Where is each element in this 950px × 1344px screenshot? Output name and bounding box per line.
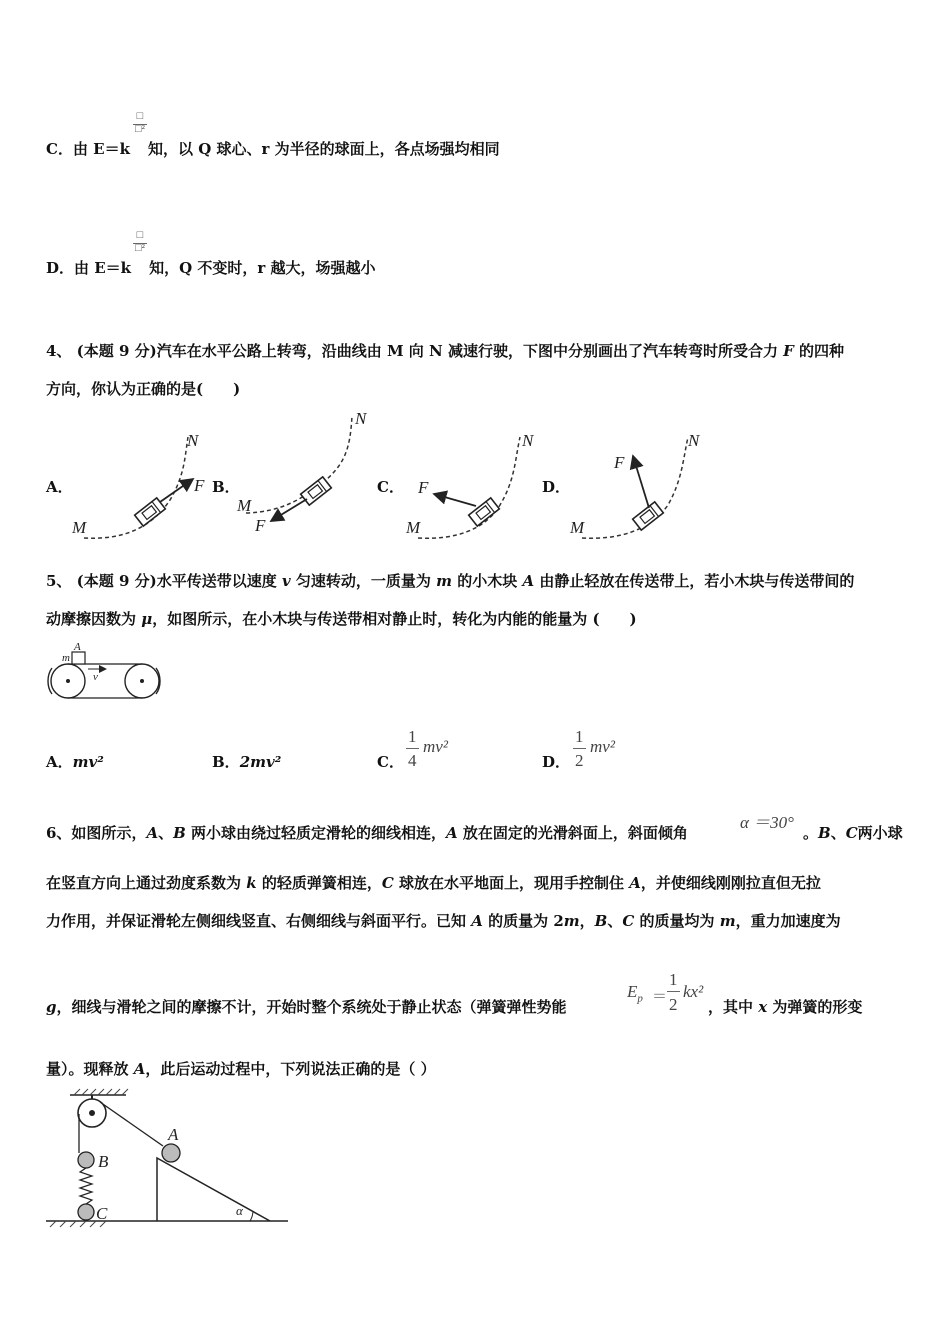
q4-text: 4、 (本题 9 分)汽车在水平公路上转弯，沿曲线由 M 向 N 减速行驶，下图中分别画出了汽车转弯时所受合力: [46, 342, 784, 360]
q5-text: 5、 (本题 9 分)水平传送带以速度: [46, 572, 282, 590]
q6-C: C: [622, 912, 635, 930]
q6-half-num: 1: [669, 970, 678, 989]
option-value: mv²: [72, 753, 104, 771]
fig-label-C: C: [96, 1204, 108, 1223]
fig-label-B: B: [98, 1152, 109, 1171]
q5-option-d-label: D．: [542, 753, 571, 771]
q6-text: ，并使细线刚刚拉直但无拉: [640, 874, 821, 892]
q5-v: v: [281, 572, 291, 590]
fig-label-m: m: [62, 652, 70, 664]
fig-label-F: F: [418, 478, 429, 497]
fig-label-N: N: [522, 431, 534, 450]
optD-frac-num: □: [136, 229, 144, 241]
option-text-post: 知，以 Q 球心、r 为半径的球面上，各点场强均相同: [148, 140, 500, 158]
fig-label-M: M: [570, 518, 585, 537]
q6-text: 在竖直方向上通过劲度系数为: [46, 874, 247, 892]
q6-kx2: kx²: [683, 982, 704, 1001]
q6-m: m: [719, 912, 736, 930]
q5-mu: μ: [141, 610, 153, 628]
fig-label-M: M: [237, 496, 252, 515]
q6-A: A: [471, 912, 483, 930]
q6-text: ，其中: [708, 998, 759, 1016]
fig-label-M: M: [406, 518, 421, 537]
q6-text: 。: [803, 824, 819, 842]
q6-A: A: [629, 874, 641, 892]
q6-B: B: [818, 824, 831, 842]
q6-text: ，: [579, 912, 595, 930]
fig-label-N: N: [688, 431, 700, 450]
q4-force-symbol: F: [783, 342, 794, 360]
q6-text: 球放在水平地面上，现用手控制住: [393, 874, 630, 892]
optC-frac-num: □: [136, 110, 144, 122]
spring: [80, 1168, 92, 1204]
fig-label-F: F: [255, 516, 266, 535]
q6-alpha: α ＝30°: [740, 813, 794, 832]
q5-m: m: [436, 572, 453, 590]
q5-optc-num: 1: [408, 727, 417, 746]
fig-label-A: A: [74, 641, 81, 653]
q6-C: C: [845, 824, 858, 842]
q6-text: 为弹簧的形变: [767, 998, 863, 1016]
q5-optc-den: 4: [408, 751, 417, 770]
q6-text: 、: [830, 824, 846, 842]
q6-text: ，细线与滑轮之间的摩擦不计，开始时整个系统处于静止状态（弹簧弹性势能: [56, 998, 567, 1016]
optC-frac-den: □²: [135, 123, 145, 135]
ball-c: [78, 1204, 94, 1220]
q5-text: ，如图所示，在小木块与传送带相对静止时，转化为内能的能量为 ( ): [152, 610, 637, 628]
q5-text: 由静止轻放在传送带上，若小木块与传送带间的: [534, 572, 855, 590]
q5-option-c-label: C．: [377, 753, 404, 771]
fig-label-M: M: [72, 518, 87, 537]
q6-text: 力作用，并保证滑轮左侧细线竖直、右侧细线与斜面平行。已知: [46, 912, 472, 930]
q4-option-a-label: A．: [46, 478, 73, 496]
fig-label-A: A: [168, 1125, 179, 1144]
q4-text: 的四种: [793, 342, 845, 360]
q5-text: 动摩擦因数为: [46, 610, 142, 628]
fig-label-N: N: [355, 409, 367, 428]
ep-subscript: p: [637, 992, 643, 1005]
q5-text: 的小木块: [452, 572, 523, 590]
q6-A: A: [133, 1060, 146, 1078]
q4-option-d-label: D．: [542, 478, 571, 496]
q6-eq: ＝: [652, 989, 668, 1005]
option-text-pre: 由 E＝k: [74, 259, 132, 277]
q5-text: 匀速转动，一质量为: [290, 572, 437, 590]
optD-frac-den: □²: [135, 242, 145, 254]
ep-symbol: E: [627, 982, 638, 1001]
option-label: A．: [46, 753, 73, 771]
option-text-pre: 由 E＝k: [72, 140, 131, 158]
q6-text: 的轻质弹簧相连，: [256, 874, 382, 892]
q4-option-b-label: B．: [212, 478, 240, 496]
fig-label-F: F: [614, 453, 625, 472]
q6-C: C: [381, 874, 394, 892]
q6-A: A: [446, 824, 458, 842]
q5-optd-den: 2: [575, 751, 584, 770]
q6-B: B: [594, 912, 608, 930]
option-label: C．: [46, 140, 73, 158]
q6-g: g: [46, 998, 57, 1016]
q4-stem-line2: 方向，你认为正确的是( ): [46, 380, 241, 398]
q5-optc-tail: mv²: [423, 737, 448, 756]
q6-text: ，重力加速度为: [735, 912, 841, 930]
fig-label-v: v: [93, 671, 98, 683]
q6-text: 的质量均为: [634, 912, 720, 930]
q6-text: 两小球由绕过轻质定滑轮的细线相连，: [185, 824, 447, 842]
q6-m: m: [563, 912, 580, 930]
ball-a: [162, 1144, 180, 1162]
q6-x: x: [758, 998, 768, 1016]
q6-text: 的质量为 2: [482, 912, 564, 930]
q6-text: 6、如图所示，: [46, 824, 147, 842]
q6-text: 量）。现释放: [46, 1060, 134, 1078]
q5-optd-num: 1: [575, 727, 584, 746]
q5-A: A: [522, 572, 535, 590]
q6-half-den: 2: [669, 995, 678, 1014]
q6-text: 放在固定的光滑斜面上，斜面倾角: [457, 824, 688, 842]
option-label: B．: [212, 753, 240, 771]
option-text-post: 知，Q 不变时，r 越大，场强越小: [149, 259, 376, 277]
q5-optd-tail: mv²: [590, 737, 615, 756]
q6-text: ，此后运动过程中，下列说法正确的是（ ）: [145, 1060, 436, 1078]
ball-b: [78, 1152, 94, 1168]
q6-text: 两小球: [857, 824, 903, 842]
q4-option-c-label: C．: [377, 478, 404, 496]
q6-A: A: [146, 824, 159, 842]
option-label: D．: [46, 259, 75, 277]
fig-label-N: N: [187, 431, 199, 450]
q6-B: B: [173, 824, 186, 842]
q6-text: 、: [607, 912, 623, 930]
fig-label-F: F: [194, 476, 205, 495]
q6-text: 、: [158, 824, 174, 842]
fig-label-alpha: α: [236, 1203, 243, 1218]
q6-k: k: [246, 874, 257, 892]
option-value: 2mv²: [239, 753, 282, 771]
